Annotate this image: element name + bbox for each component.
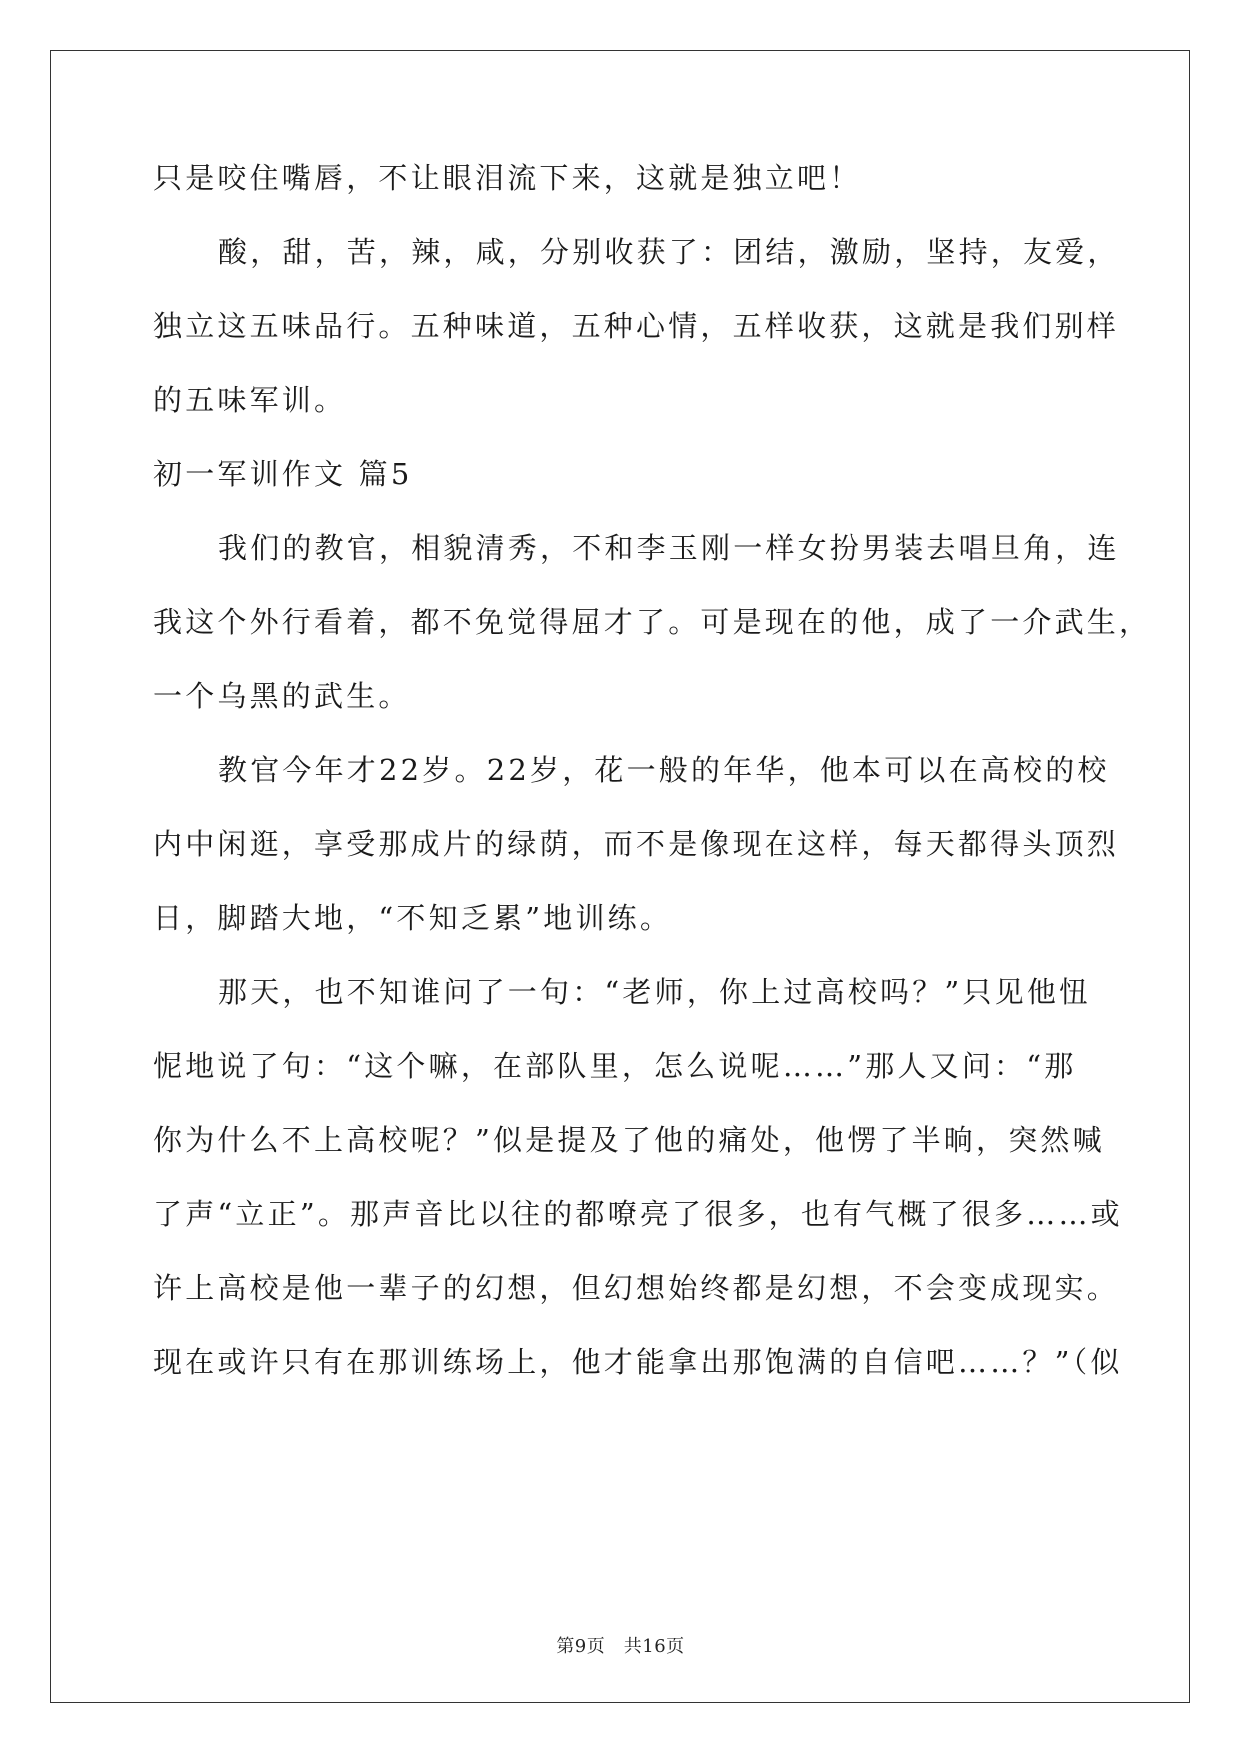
text-line: 酸，甜，苦，辣，咸，分别收获了：团结，激励，坚持，友爱， [218, 235, 1120, 269]
page-border [50, 50, 1190, 1703]
text-line: 独立这五味品行。五种味道，五种心情，五样收获，这就是我们别样 [153, 309, 1120, 343]
text-line: 教官今年才22岁。22岁，花一般的年华，他本可以在高校的校 [218, 753, 1110, 787]
text-line: 那天，也不知谁问了一句：“老师，你上过高校吗？”只见他忸 [218, 975, 1092, 1009]
text-line: 一个乌黑的武生。 [153, 679, 411, 713]
page-number: 第9页 共16页 [556, 1636, 685, 1657]
section-heading: 初一军训作文 篇5 [153, 457, 413, 491]
text-line: 内中闲逛，享受那成片的绿荫，而不是像现在这样，每天都得头顶烈 [153, 827, 1120, 861]
text-line: 了声“立正”。那声音比以往的都嘹亮了很多，也有气概了很多……或 [153, 1197, 1123, 1231]
text-line: 现在或许只有在那训练场上，他才能拿出那饱满的自信吧……？”（似 [153, 1345, 1123, 1379]
text-line: 只是咬住嘴唇，不让眼泪流下来，这就是独立吧！ [153, 161, 862, 195]
text-line: 你为什么不上高校呢？”似是提及了他的痛处，他愣了半晌，突然喊 [153, 1123, 1105, 1157]
text-line: 我这个外行看着，都不免觉得屈才了。可是现在的他，成了一介武生， [153, 605, 1152, 639]
text-line: 我们的教官，相貌清秀，不和李玉刚一样女扮男装去唱旦角，连 [218, 531, 1120, 565]
text-line: 许上高校是他一辈子的幻想，但幻想始终都是幻想，不会变成现实。 [153, 1271, 1120, 1305]
text-line: 怩地说了句：“这个嘛，在部队里，怎么说呢……”那人又问：“那 [153, 1049, 1077, 1083]
text-line: 日，脚踏大地，“不知乏累”地训练。 [153, 901, 673, 935]
text-line: 的五味军训。 [153, 383, 347, 417]
